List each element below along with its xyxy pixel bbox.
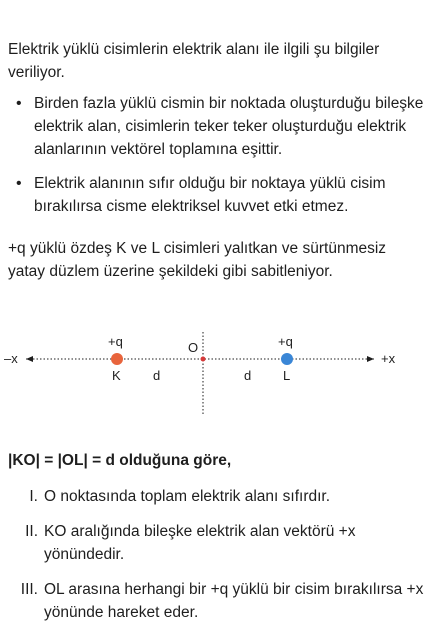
statement-item xyxy=(8,520,426,566)
setup-text: +q yüklü özdeş K ve L cisimleri yalıtkan ve sürtünmesiz yatay düzlem üzerine şekildeki gibi sabitleniyor. xyxy=(8,240,387,280)
l-name-label: L xyxy=(283,368,291,383)
statement-text: OL arasına herhangi bir +q yüklü bir cisim bırakılırsa +x yönünde hareket eder. xyxy=(44,581,424,621)
statement-text: O noktasında toplam elektrik alanı sıfırdır. xyxy=(44,488,331,505)
left-axis-label: –x xyxy=(4,351,18,366)
origin-dot xyxy=(201,357,206,362)
k-name-label: K xyxy=(112,368,121,383)
charge-l-label: +q xyxy=(278,334,293,349)
bullet-dot-icon: • xyxy=(16,175,22,192)
bullet-dot-icon: • xyxy=(16,95,22,112)
charge-k-dot xyxy=(111,353,123,365)
statement-item xyxy=(8,485,426,508)
statement-number: I. xyxy=(29,488,38,505)
bullet-item xyxy=(16,92,426,161)
intro-text: Elektrik yüklü cisimlerin elektrik alanı ile ilgili şu bilgiler veriliyor. xyxy=(8,41,380,81)
charge-k-label: +q xyxy=(108,334,123,349)
charge-diagram xyxy=(0,330,433,420)
right-axis-label: +x xyxy=(381,351,396,366)
charge-l-dot xyxy=(281,353,293,365)
statement-item xyxy=(8,578,426,624)
bullet-text: Birden fazla yüklü cismin bir noktada oluşturduğu bileşke elektrik alan, cisimlerin teker teker oluşturduğu elektrik alanlarının vektörel toplamına eşittir. xyxy=(34,95,424,158)
origin-label: O xyxy=(188,340,199,355)
bullet-item xyxy=(16,172,426,218)
distance-right-label: d xyxy=(244,368,252,383)
question-title: |KO| = |OL| = d olduğuna göre, xyxy=(8,452,232,469)
statement-text: KO aralığında bileşke elektrik alan vektörü +x yönündedir. xyxy=(44,523,356,563)
bullet-text: Elektrik alanının sıfır olduğu bir noktaya yüklü cisim bırakılırsa cisme elektriksel kuvvet etki etmez. xyxy=(34,175,386,215)
distance-left-label: d xyxy=(153,368,161,383)
statement-number: III. xyxy=(20,581,38,598)
statement-number: II. xyxy=(25,523,38,540)
diagram-svg xyxy=(0,330,433,420)
